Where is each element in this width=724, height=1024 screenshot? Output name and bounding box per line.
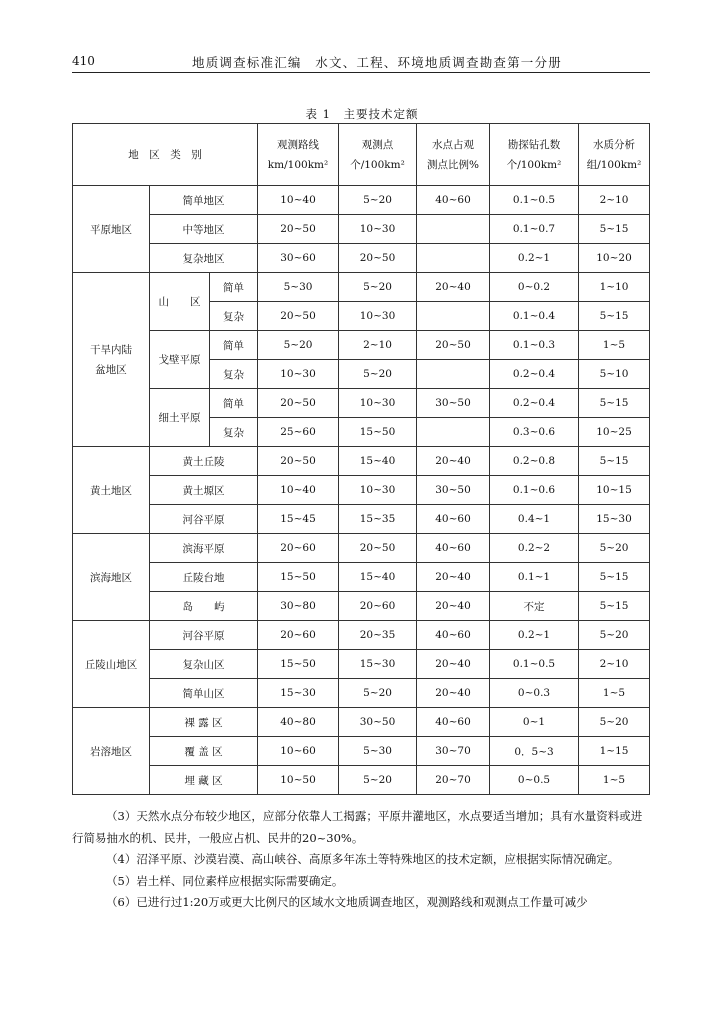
cell bbox=[417, 244, 490, 273]
cell: 5~10 bbox=[579, 360, 650, 389]
paragraph-3: （3）天然水点分布较少地区，应部分依靠人工揭露；平原井灌地区，水点要适当增加；具有水量资料或进行简易抽水的机、民井，一般应占机、民井的20~30%。 bbox=[72, 809, 643, 845]
cell: 0.1~0.7 bbox=[490, 215, 579, 244]
cell: 10~30 bbox=[339, 215, 417, 244]
cell: 20~60 bbox=[339, 592, 417, 621]
cell: 20~60 bbox=[258, 534, 339, 563]
subcategory-cell: 黄土塬区 bbox=[150, 476, 258, 505]
table-row bbox=[73, 331, 650, 360]
group-coastal: 滨海地区 bbox=[73, 534, 150, 621]
table-title: 表 1 主要技术定额 bbox=[305, 107, 419, 121]
cell: 15~40 bbox=[339, 447, 417, 476]
cell: 5~15 bbox=[579, 302, 650, 331]
table-row bbox=[73, 766, 650, 795]
subcategory-cell: 河谷平原 bbox=[150, 621, 258, 650]
cell: 10~40 bbox=[258, 186, 339, 215]
cell: 1~10 bbox=[579, 273, 650, 302]
table-row bbox=[73, 447, 650, 476]
running-title: 地质调查标准汇编 水文、工程、环境地质调查勘查第一分册 bbox=[192, 55, 562, 70]
cell: 40~80 bbox=[258, 708, 339, 737]
cell: 20~50 bbox=[258, 302, 339, 331]
subgroup-loess-plain: 细土平原 bbox=[150, 389, 210, 447]
table-header-row bbox=[73, 124, 650, 186]
table-row bbox=[73, 244, 650, 273]
cell: 0.2~0.4 bbox=[490, 360, 579, 389]
cell: 0.1~0.5 bbox=[490, 650, 579, 679]
cell: 5~20 bbox=[579, 534, 650, 563]
cell: 5~15 bbox=[579, 389, 650, 418]
cell: 0.2~1 bbox=[490, 244, 579, 273]
group-plain: 平原地区 bbox=[73, 186, 150, 273]
cell: 20~60 bbox=[258, 621, 339, 650]
cell: 10~15 bbox=[579, 476, 650, 505]
cell: 0.1~0.4 bbox=[490, 302, 579, 331]
subcategory-cell: 复杂 bbox=[210, 302, 258, 331]
subcategory-cell: 黄土丘陵 bbox=[150, 447, 258, 476]
header-observation-route: 观测路线 km/100km² bbox=[258, 124, 339, 186]
cell: 20~50 bbox=[258, 447, 339, 476]
cell: 10~30 bbox=[339, 389, 417, 418]
cell: 10~30 bbox=[339, 476, 417, 505]
cell: 1~5 bbox=[579, 679, 650, 708]
cell: 5~20 bbox=[339, 273, 417, 302]
cell: 30~70 bbox=[417, 737, 490, 766]
header-observation-points: 观测点 个/100km² bbox=[339, 124, 417, 186]
cell: 2~10 bbox=[579, 650, 650, 679]
cell: 30~50 bbox=[417, 389, 490, 418]
paragraph-4: （4）沼泽平原、沙漠岩漠、高山峡谷、高原多年冻土等特殊地区的技术定额，应根据实际情况确定。 bbox=[106, 852, 620, 866]
cell: 15~50 bbox=[339, 418, 417, 447]
group-loess: 黄土地区 bbox=[73, 447, 150, 534]
cell: 5~20 bbox=[258, 331, 339, 360]
cell: 0.1~1 bbox=[490, 563, 579, 592]
table-row bbox=[73, 708, 650, 737]
cell: 40~60 bbox=[417, 505, 490, 534]
table-row bbox=[73, 186, 650, 215]
subcategory-cell: 埋 藏 区 bbox=[150, 766, 258, 795]
cell: 5~30 bbox=[258, 273, 339, 302]
cell: 20~70 bbox=[417, 766, 490, 795]
cell: 0.1~0.6 bbox=[490, 476, 579, 505]
table-row bbox=[73, 476, 650, 505]
cell: 0．5~3 bbox=[490, 737, 579, 766]
cell: 10~30 bbox=[339, 302, 417, 331]
cell: 0.1~0.5 bbox=[490, 186, 579, 215]
subcategory-cell: 滨海平原 bbox=[150, 534, 258, 563]
cell: 0~0.5 bbox=[490, 766, 579, 795]
header-water-point-ratio: 水点占观 测点比例% bbox=[417, 124, 490, 186]
cell: 40~60 bbox=[417, 621, 490, 650]
cell: 15~50 bbox=[258, 650, 339, 679]
cell: 10~25 bbox=[579, 418, 650, 447]
subcategory-cell: 简单 bbox=[210, 331, 258, 360]
subcategory-cell: 丘陵台地 bbox=[150, 563, 258, 592]
cell: 20~50 bbox=[339, 244, 417, 273]
cell: 15~35 bbox=[339, 505, 417, 534]
header-boreholes: 勘探钻孔数 个/100km² bbox=[490, 124, 579, 186]
subcategory-cell: 复杂 bbox=[210, 418, 258, 447]
cell: 5~20 bbox=[339, 186, 417, 215]
cell: 0.1~0.3 bbox=[490, 331, 579, 360]
table-row bbox=[73, 679, 650, 708]
subcategory-cell: 复杂山区 bbox=[150, 650, 258, 679]
table-row bbox=[73, 592, 650, 621]
cell: 30~80 bbox=[258, 592, 339, 621]
cell: 不定 bbox=[490, 592, 579, 621]
table-row bbox=[73, 273, 650, 302]
cell: 40~60 bbox=[417, 534, 490, 563]
cell: 1~5 bbox=[579, 331, 650, 360]
table-row bbox=[73, 215, 650, 244]
page-number: 410 bbox=[72, 54, 95, 68]
cell: 0.2~1 bbox=[490, 621, 579, 650]
cell: 5~15 bbox=[579, 447, 650, 476]
cell: 5~30 bbox=[339, 737, 417, 766]
cell: 0.2~0.8 bbox=[490, 447, 579, 476]
cell: 5~20 bbox=[579, 621, 650, 650]
cell: 20~50 bbox=[417, 331, 490, 360]
cell bbox=[417, 418, 490, 447]
cell: 5~20 bbox=[339, 679, 417, 708]
group-karst: 岩溶地区 bbox=[73, 708, 150, 795]
cell: 15~30 bbox=[258, 679, 339, 708]
paragraph-6: （6）已进行过1:20万或更大比例尺的区域水文地质调查地区，观测路线和观测点工作量可减少 bbox=[106, 895, 588, 909]
subcategory-cell: 简单山区 bbox=[150, 679, 258, 708]
cell: 20~40 bbox=[417, 563, 490, 592]
cell: 20~50 bbox=[258, 215, 339, 244]
cell: 0~1 bbox=[490, 708, 579, 737]
subgroup-gobi: 戈壁平原 bbox=[150, 331, 210, 389]
cell: 1~5 bbox=[579, 766, 650, 795]
table-row bbox=[73, 621, 650, 650]
subcategory-cell: 河谷平原 bbox=[150, 505, 258, 534]
cell: 20~35 bbox=[339, 621, 417, 650]
cell: 30~50 bbox=[417, 476, 490, 505]
cell: 2~10 bbox=[579, 186, 650, 215]
table-row bbox=[73, 389, 650, 418]
table-row bbox=[73, 737, 650, 766]
table-row bbox=[73, 534, 650, 563]
subgroup-mountain: 山 区 bbox=[150, 273, 210, 331]
table-row bbox=[73, 563, 650, 592]
cell: 5~20 bbox=[579, 708, 650, 737]
cell: 15~30 bbox=[579, 505, 650, 534]
cell: 10~30 bbox=[258, 360, 339, 389]
cell bbox=[417, 360, 490, 389]
cell bbox=[417, 215, 490, 244]
cell: 40~60 bbox=[417, 186, 490, 215]
cell: 30~60 bbox=[258, 244, 339, 273]
cell: 10~20 bbox=[579, 244, 650, 273]
table-row bbox=[73, 650, 650, 679]
cell: 25~60 bbox=[258, 418, 339, 447]
cell: 20~40 bbox=[417, 273, 490, 302]
paragraph-5: （5）岩土样、同位素样应根据实际需要确定。 bbox=[106, 873, 344, 888]
cell: 5~15 bbox=[579, 592, 650, 621]
subcategory-cell: 裸 露 区 bbox=[150, 708, 258, 737]
cell: 20~50 bbox=[258, 389, 339, 418]
cell: 0~0.3 bbox=[490, 679, 579, 708]
subcategory-cell: 中等地区 bbox=[150, 215, 258, 244]
subcategory-cell: 覆 盖 区 bbox=[150, 737, 258, 766]
cell: 20~40 bbox=[417, 447, 490, 476]
cell bbox=[417, 302, 490, 331]
group-hilly: 丘陵山地区 bbox=[73, 621, 150, 708]
table-row bbox=[73, 505, 650, 534]
cell: 10~60 bbox=[258, 737, 339, 766]
subcategory-cell: 简单 bbox=[210, 273, 258, 302]
cell: 40~60 bbox=[417, 708, 490, 737]
cell: 15~30 bbox=[339, 650, 417, 679]
cell: 5~20 bbox=[339, 360, 417, 389]
technical-quota-table bbox=[72, 123, 650, 795]
cell: 10~40 bbox=[258, 476, 339, 505]
cell: 0.3~0.6 bbox=[490, 418, 579, 447]
cell: 20~40 bbox=[417, 592, 490, 621]
cell: 0.2~2 bbox=[490, 534, 579, 563]
subcategory-cell: 复杂地区 bbox=[150, 244, 258, 273]
cell: 10~50 bbox=[258, 766, 339, 795]
cell: 20~40 bbox=[417, 679, 490, 708]
subcategory-cell: 复杂 bbox=[210, 360, 258, 389]
cell: 0.2~0.4 bbox=[490, 389, 579, 418]
cell: 15~45 bbox=[258, 505, 339, 534]
cell: 30~50 bbox=[339, 708, 417, 737]
cell: 20~40 bbox=[417, 650, 490, 679]
cell: 0~0.2 bbox=[490, 273, 579, 302]
subcategory-cell: 岛 屿 bbox=[150, 592, 258, 621]
header-water-analysis: 水质分析 组/100km² bbox=[579, 124, 650, 186]
group-arid: 干旱内陆盆地区 bbox=[73, 273, 150, 447]
subcategory-cell: 简单地区 bbox=[150, 186, 258, 215]
cell: 20~50 bbox=[339, 534, 417, 563]
cell: 15~50 bbox=[258, 563, 339, 592]
page-header bbox=[72, 52, 650, 73]
cell: 2~10 bbox=[339, 331, 417, 360]
header-category: 地 区 类 别 bbox=[73, 124, 258, 186]
cell: 0.4~1 bbox=[490, 505, 579, 534]
cell: 1~15 bbox=[579, 737, 650, 766]
cell: 15~40 bbox=[339, 563, 417, 592]
cell: 5~20 bbox=[339, 766, 417, 795]
cell: 5~15 bbox=[579, 215, 650, 244]
cell: 5~15 bbox=[579, 563, 650, 592]
subcategory-cell: 简单 bbox=[210, 389, 258, 418]
body-text bbox=[72, 806, 650, 914]
